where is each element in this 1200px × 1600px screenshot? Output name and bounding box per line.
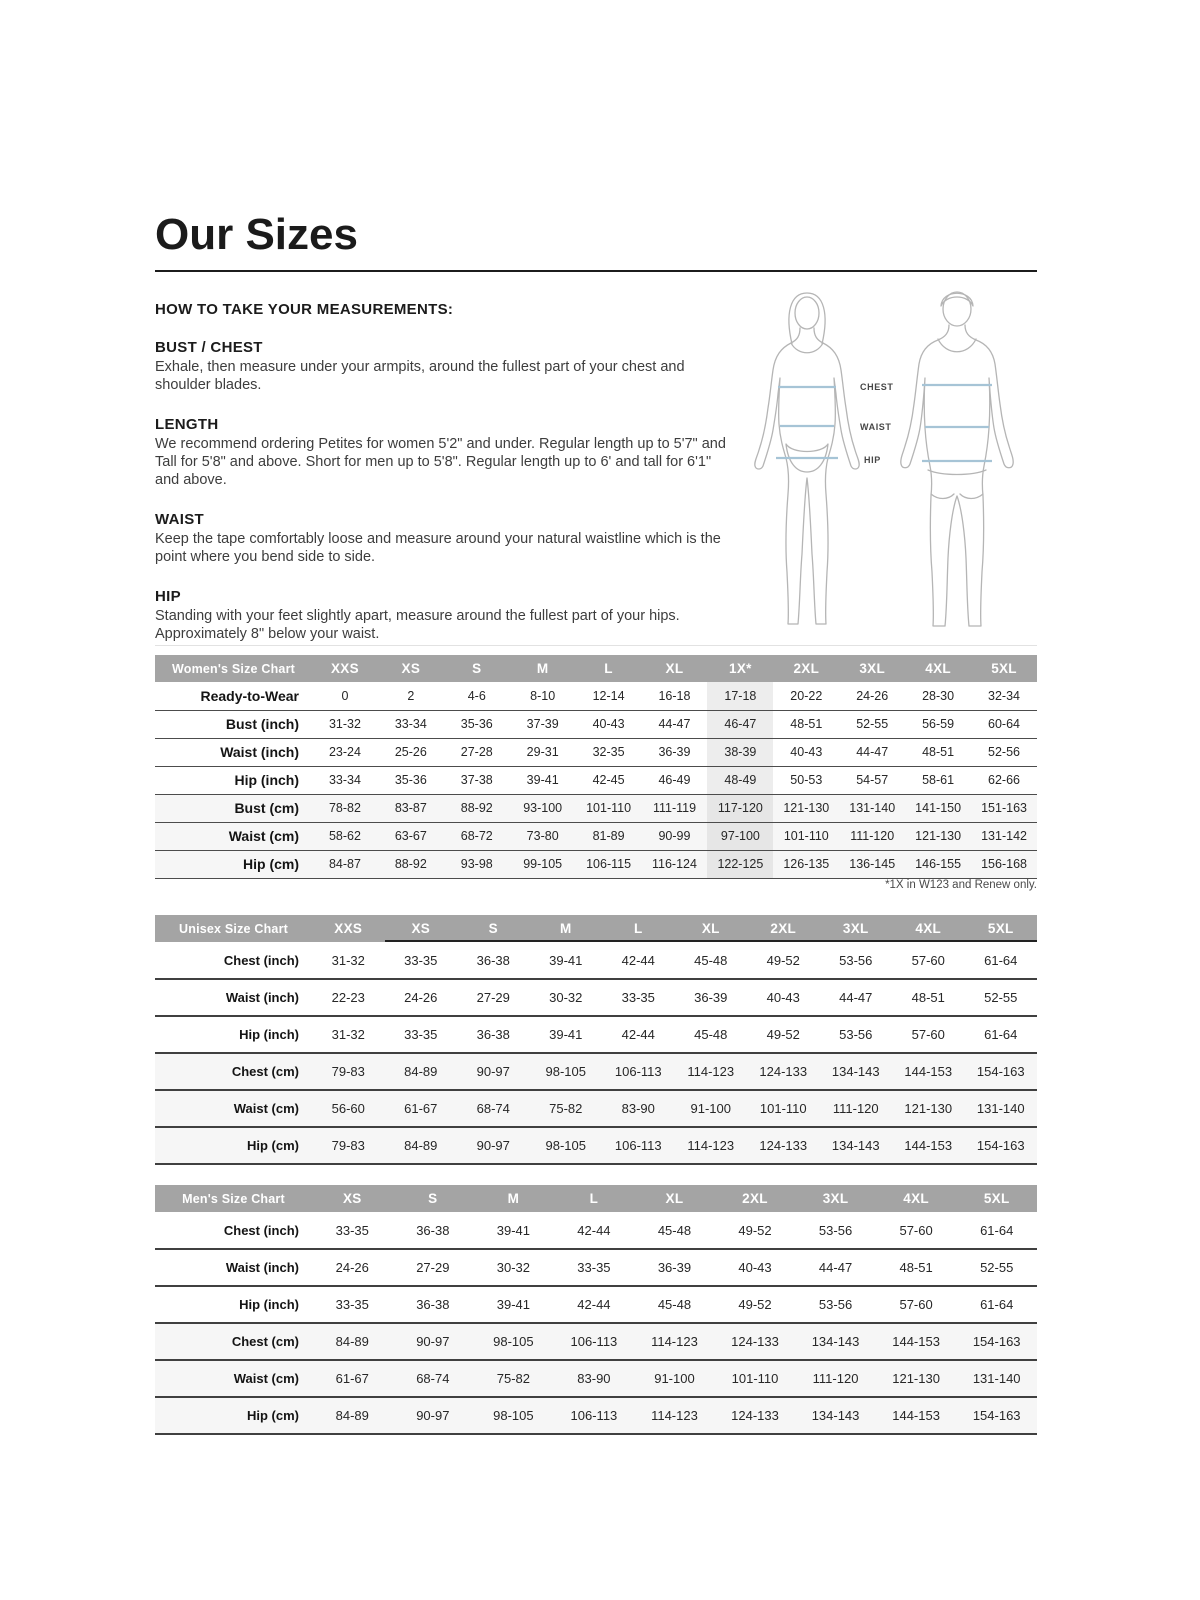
row-label: Ready-to-Wear [155, 682, 312, 710]
womens-chart-footnote: *1X in W123 and Renew only. [885, 879, 1037, 891]
table-row [155, 1397, 1037, 1434]
size-value-cell: 78-82 [312, 794, 378, 822]
mens-size-chart [155, 1185, 1037, 1435]
size-value-cell: 42-44 [602, 1016, 675, 1053]
size-value-cell: 90-97 [393, 1323, 474, 1360]
size-value-cell: 79-83 [312, 1127, 385, 1164]
size-column-header: M [473, 1185, 554, 1212]
mens-size-table [155, 1185, 1037, 1435]
size-column-header: XL [642, 655, 708, 682]
size-value-cell: 31-32 [312, 942, 385, 979]
table-row [155, 1212, 1037, 1249]
row-label: Waist (cm) [155, 1360, 312, 1397]
size-value-cell: 146-155 [905, 850, 971, 878]
size-value-cell: 134-143 [795, 1397, 876, 1434]
size-value-cell: 58-61 [905, 766, 971, 794]
table-row [155, 1249, 1037, 1286]
table-row [155, 1090, 1037, 1127]
table-row [155, 1360, 1037, 1397]
size-value-cell: 36-39 [675, 979, 748, 1016]
size-value-cell: 84-89 [312, 1397, 393, 1434]
size-column-header: XS [378, 655, 444, 682]
page-title: Our Sizes [155, 210, 358, 259]
size-value-cell: 28-30 [905, 682, 971, 710]
row-label: Bust (cm) [155, 794, 312, 822]
section-heading: BUST / CHEST [155, 339, 263, 356]
size-value-cell: 68-74 [457, 1090, 530, 1127]
size-column-header: M [510, 655, 576, 682]
size-value-cell: 97-100 [707, 822, 773, 850]
size-value-cell: 106-113 [554, 1397, 635, 1434]
size-value-cell: 61-64 [956, 1286, 1037, 1323]
size-column-header: L [554, 1185, 635, 1212]
size-value-cell: 154-163 [965, 1053, 1038, 1090]
size-value-cell: 121-130 [892, 1090, 965, 1127]
size-value-cell: 144-153 [876, 1397, 957, 1434]
size-value-cell: 154-163 [956, 1323, 1037, 1360]
size-value-cell: 27-29 [457, 979, 530, 1016]
size-value-cell: 90-99 [642, 822, 708, 850]
size-value-cell: 48-51 [892, 979, 965, 1016]
size-value-cell: 49-52 [747, 942, 820, 979]
size-value-cell: 53-56 [795, 1286, 876, 1323]
size-value-cell: 121-130 [876, 1360, 957, 1397]
size-value-cell: 48-51 [905, 738, 971, 766]
size-column-header: L [602, 915, 675, 942]
waist-label: WAIST [860, 422, 892, 432]
size-value-cell: 154-163 [965, 1127, 1038, 1164]
size-value-cell: 8-10 [510, 682, 576, 710]
size-value-cell: 91-100 [675, 1090, 748, 1127]
size-value-cell: 144-153 [892, 1127, 965, 1164]
size-value-cell: 121-130 [773, 794, 839, 822]
size-value-cell: 24-26 [839, 682, 905, 710]
size-value-cell: 44-47 [820, 979, 893, 1016]
size-value-cell: 93-100 [510, 794, 576, 822]
size-value-cell: 20-22 [773, 682, 839, 710]
section-length [155, 416, 735, 490]
womens-size-chart [155, 655, 1037, 879]
size-value-cell: 57-60 [876, 1286, 957, 1323]
section-waist [155, 511, 735, 567]
hip-label: HIP [864, 455, 881, 465]
size-value-cell: 23-24 [312, 738, 378, 766]
size-value-cell: 101-110 [773, 822, 839, 850]
size-value-cell: 4-6 [444, 682, 510, 710]
size-value-cell: 131-142 [971, 822, 1037, 850]
size-value-cell: 56-60 [312, 1090, 385, 1127]
table-row [155, 710, 1037, 738]
section-heading: HIP [155, 587, 181, 605]
size-value-cell: 111-119 [642, 794, 708, 822]
size-value-cell: 90-97 [393, 1397, 474, 1434]
size-value-cell: 36-38 [457, 1016, 530, 1053]
size-value-cell: 53-56 [820, 942, 893, 979]
row-label: Hip (inch) [155, 1016, 312, 1053]
size-value-cell: 0 [312, 682, 378, 710]
size-column-header: S [444, 655, 510, 682]
size-value-cell: 106-115 [576, 850, 642, 878]
size-column-header: 5XL [965, 915, 1038, 942]
size-value-cell: 44-47 [795, 1249, 876, 1286]
size-value-cell: 90-97 [457, 1127, 530, 1164]
size-value-cell: 33-35 [602, 979, 675, 1016]
table-row [155, 1053, 1037, 1090]
size-value-cell: 98-105 [473, 1323, 554, 1360]
size-column-header: 3XL [820, 915, 893, 942]
size-value-cell: 68-74 [393, 1360, 474, 1397]
size-value-cell: 52-55 [965, 979, 1038, 1016]
size-value-cell: 134-143 [795, 1323, 876, 1360]
section-body: We recommend ordering Petites for women 5'2" and under. Regular length up to 5'7" and Tall for 5'8" and above. Short for men up to 5'8". Regular length up to 6' and tall for 6'1" and above. [155, 435, 726, 488]
size-column-header: 5XL [956, 1185, 1037, 1212]
section-divider [155, 645, 1037, 646]
size-column-header: S [457, 915, 530, 942]
size-value-cell: 33-34 [312, 766, 378, 794]
title-divider [155, 270, 1037, 272]
size-value-cell: 40-43 [576, 710, 642, 738]
size-value-cell: 84-87 [312, 850, 378, 878]
header-row [155, 1185, 1037, 1212]
size-value-cell: 36-38 [457, 942, 530, 979]
size-value-cell: 61-64 [965, 1016, 1038, 1053]
size-value-cell: 124-133 [715, 1323, 796, 1360]
size-value-cell: 91-100 [634, 1360, 715, 1397]
size-value-cell: 58-62 [312, 822, 378, 850]
size-value-cell: 57-60 [892, 942, 965, 979]
size-column-header: 4XL [892, 915, 965, 942]
size-value-cell: 117-120 [707, 794, 773, 822]
size-value-cell: 49-52 [747, 1016, 820, 1053]
size-value-cell: 84-89 [312, 1323, 393, 1360]
size-value-cell: 106-113 [602, 1053, 675, 1090]
section-body: Keep the tape comfortably loose and measure around your natural waistline which is the point where you bend side to side. [155, 530, 721, 565]
table-title: Men's Size Chart [155, 1185, 312, 1212]
size-value-cell: 27-29 [393, 1249, 474, 1286]
size-value-cell: 62-66 [971, 766, 1037, 794]
table-row [155, 850, 1037, 878]
unisex-size-chart [155, 915, 1037, 1165]
size-value-cell: 98-105 [473, 1397, 554, 1434]
size-value-cell: 101-110 [576, 794, 642, 822]
size-value-cell: 60-64 [971, 710, 1037, 738]
size-value-cell: 45-48 [634, 1286, 715, 1323]
size-value-cell: 42-45 [576, 766, 642, 794]
size-value-cell: 45-48 [675, 1016, 748, 1053]
row-label: Hip (inch) [155, 766, 312, 794]
size-value-cell: 17-18 [707, 682, 773, 710]
size-value-cell: 98-105 [530, 1053, 603, 1090]
size-value-cell: 48-51 [876, 1249, 957, 1286]
size-value-cell: 57-60 [892, 1016, 965, 1053]
size-value-cell: 27-28 [444, 738, 510, 766]
size-value-cell: 134-143 [820, 1053, 893, 1090]
size-value-cell: 37-38 [444, 766, 510, 794]
size-value-cell: 126-135 [773, 850, 839, 878]
size-column-header: 3XL [795, 1185, 876, 1212]
table-row [155, 1323, 1037, 1360]
row-label: Waist (inch) [155, 738, 312, 766]
size-value-cell: 75-82 [530, 1090, 603, 1127]
size-value-cell: 136-145 [839, 850, 905, 878]
section-hip [155, 588, 735, 644]
body-figures-illustration [742, 280, 1042, 638]
size-value-cell: 131-140 [965, 1090, 1038, 1127]
size-value-cell: 99-105 [510, 850, 576, 878]
size-column-header: 1X* [707, 655, 773, 682]
size-value-cell: 106-113 [554, 1323, 635, 1360]
size-value-cell: 121-130 [905, 822, 971, 850]
size-value-cell: 2 [378, 682, 444, 710]
size-value-cell: 22-23 [312, 979, 385, 1016]
row-label: Waist (inch) [155, 1249, 312, 1286]
size-value-cell: 53-56 [795, 1212, 876, 1249]
size-value-cell: 84-89 [385, 1053, 458, 1090]
size-value-cell: 111-120 [839, 822, 905, 850]
size-value-cell: 52-55 [956, 1249, 1037, 1286]
size-value-cell: 83-90 [602, 1090, 675, 1127]
size-value-cell: 39-41 [530, 1016, 603, 1053]
size-value-cell: 32-35 [576, 738, 642, 766]
section-heading: WAIST [155, 510, 204, 528]
size-value-cell: 52-56 [971, 738, 1037, 766]
size-value-cell: 83-90 [554, 1360, 635, 1397]
row-label: Waist (inch) [155, 979, 312, 1016]
table-row [155, 1016, 1037, 1053]
table-row [155, 822, 1037, 850]
size-column-header: XL [634, 1185, 715, 1212]
table-row [155, 794, 1037, 822]
size-value-cell: 98-105 [530, 1127, 603, 1164]
row-label: Chest (inch) [155, 942, 312, 979]
measurement-instructions [155, 301, 735, 644]
section-body: Exhale, then measure under your armpits, around the fullest part of your chest and shoulder blades. [155, 359, 685, 393]
size-value-cell: 12-14 [576, 682, 642, 710]
size-value-cell: 88-92 [378, 850, 444, 878]
size-value-cell: 39-41 [473, 1212, 554, 1249]
size-value-cell: 63-67 [378, 822, 444, 850]
size-column-header: M [530, 915, 603, 942]
size-value-cell: 36-39 [642, 738, 708, 766]
size-column-header: XS [312, 1185, 393, 1212]
size-value-cell: 44-47 [839, 738, 905, 766]
size-value-cell: 88-92 [444, 794, 510, 822]
row-label: Waist (cm) [155, 1090, 312, 1127]
size-value-cell: 33-35 [385, 1016, 458, 1053]
size-value-cell: 61-67 [312, 1360, 393, 1397]
table-row [155, 766, 1037, 794]
size-value-cell: 49-52 [715, 1286, 796, 1323]
size-value-cell: 56-59 [905, 710, 971, 738]
row-label: Hip (cm) [155, 1127, 312, 1164]
size-value-cell: 37-39 [510, 710, 576, 738]
size-value-cell: 156-168 [971, 850, 1037, 878]
chest-label: CHEST [860, 382, 894, 392]
row-label: Chest (inch) [155, 1212, 312, 1249]
size-column-header: XXS [312, 915, 385, 942]
size-value-cell: 33-35 [312, 1212, 393, 1249]
size-value-cell: 16-18 [642, 682, 708, 710]
table-title: Unisex Size Chart [155, 915, 312, 942]
unisex-size-table [155, 915, 1037, 1165]
male-figure-outline [901, 292, 1013, 626]
size-value-cell: 35-36 [444, 710, 510, 738]
size-column-header: 4XL [876, 1185, 957, 1212]
size-value-cell: 54-57 [839, 766, 905, 794]
size-value-cell: 81-89 [576, 822, 642, 850]
size-value-cell: 46-47 [707, 710, 773, 738]
row-label: Hip (cm) [155, 850, 312, 878]
instructions-heading: HOW TO TAKE YOUR MEASUREMENTS: [155, 301, 454, 318]
womens-size-table [155, 655, 1037, 879]
row-label: Waist (cm) [155, 822, 312, 850]
size-value-cell: 35-36 [378, 766, 444, 794]
size-value-cell: 122-125 [707, 850, 773, 878]
size-value-cell: 90-97 [457, 1053, 530, 1090]
size-value-cell: 30-32 [530, 979, 603, 1016]
size-value-cell: 42-44 [602, 942, 675, 979]
size-value-cell: 40-43 [715, 1249, 796, 1286]
size-value-cell: 33-35 [312, 1286, 393, 1323]
size-value-cell: 49-52 [715, 1212, 796, 1249]
size-value-cell: 46-49 [642, 766, 708, 794]
row-label: Hip (cm) [155, 1397, 312, 1434]
size-value-cell: 36-38 [393, 1286, 474, 1323]
size-value-cell: 134-143 [820, 1127, 893, 1164]
size-value-cell: 33-35 [554, 1249, 635, 1286]
size-value-cell: 124-133 [747, 1127, 820, 1164]
size-value-cell: 79-83 [312, 1053, 385, 1090]
size-value-cell: 33-35 [385, 942, 458, 979]
table-row [155, 1286, 1037, 1323]
size-value-cell: 93-98 [444, 850, 510, 878]
size-value-cell: 52-55 [839, 710, 905, 738]
size-value-cell: 144-153 [876, 1323, 957, 1360]
size-value-cell: 24-26 [385, 979, 458, 1016]
size-value-cell: 124-133 [715, 1397, 796, 1434]
size-value-cell: 114-123 [675, 1053, 748, 1090]
header-row [155, 915, 1037, 942]
size-value-cell: 36-39 [634, 1249, 715, 1286]
row-label: Bust (inch) [155, 710, 312, 738]
size-value-cell: 48-51 [773, 710, 839, 738]
size-value-cell: 57-60 [876, 1212, 957, 1249]
size-value-cell: 151-163 [971, 794, 1037, 822]
size-value-cell: 29-31 [510, 738, 576, 766]
size-value-cell: 45-48 [675, 942, 748, 979]
size-value-cell: 42-44 [554, 1286, 635, 1323]
measurement-figures [742, 280, 1042, 638]
section-heading: LENGTH [155, 415, 219, 433]
size-value-cell: 154-163 [956, 1397, 1037, 1434]
size-value-cell: 106-113 [602, 1127, 675, 1164]
size-value-cell: 131-140 [839, 794, 905, 822]
size-value-cell: 25-26 [378, 738, 444, 766]
table-row [155, 738, 1037, 766]
size-value-cell: 61-64 [965, 942, 1038, 979]
size-value-cell: 144-153 [892, 1053, 965, 1090]
size-value-cell: 101-110 [715, 1360, 796, 1397]
size-value-cell: 114-123 [634, 1397, 715, 1434]
size-value-cell: 42-44 [554, 1212, 635, 1249]
section-body: Standing with your feet slightly apart, measure around the fullest part of your hips. Approximately 8" below your waist. [155, 607, 680, 642]
size-value-cell: 36-38 [393, 1212, 474, 1249]
size-value-cell: 75-82 [473, 1360, 554, 1397]
size-value-cell: 116-124 [642, 850, 708, 878]
size-value-cell: 111-120 [820, 1090, 893, 1127]
size-value-cell: 84-89 [385, 1127, 458, 1164]
size-value-cell: 40-43 [773, 738, 839, 766]
size-value-cell: 40-43 [747, 979, 820, 1016]
size-value-cell: 61-67 [385, 1090, 458, 1127]
size-value-cell: 48-49 [707, 766, 773, 794]
table-row [155, 979, 1037, 1016]
size-value-cell: 131-140 [956, 1360, 1037, 1397]
size-value-cell: 31-32 [312, 710, 378, 738]
size-value-cell: 61-64 [956, 1212, 1037, 1249]
size-column-header: 2XL [715, 1185, 796, 1212]
size-value-cell: 68-72 [444, 822, 510, 850]
size-value-cell: 39-41 [530, 942, 603, 979]
size-column-header: L [576, 655, 642, 682]
size-value-cell: 24-26 [312, 1249, 393, 1286]
size-column-header: S [393, 1185, 474, 1212]
row-label: Chest (cm) [155, 1053, 312, 1090]
size-value-cell: 38-39 [707, 738, 773, 766]
size-value-cell: 73-80 [510, 822, 576, 850]
size-value-cell: 45-48 [634, 1212, 715, 1249]
size-column-header: XL [675, 915, 748, 942]
header-row [155, 655, 1037, 682]
size-value-cell: 31-32 [312, 1016, 385, 1053]
row-label: Hip (inch) [155, 1286, 312, 1323]
size-column-header: 5XL [971, 655, 1037, 682]
size-value-cell: 30-32 [473, 1249, 554, 1286]
size-value-cell: 53-56 [820, 1016, 893, 1053]
size-value-cell: 124-133 [747, 1053, 820, 1090]
size-value-cell: 83-87 [378, 794, 444, 822]
table-row [155, 682, 1037, 710]
size-value-cell: 50-53 [773, 766, 839, 794]
size-value-cell: 111-120 [795, 1360, 876, 1397]
size-column-header: 2XL [773, 655, 839, 682]
size-column-header: XXS [312, 655, 378, 682]
size-value-cell: 39-41 [473, 1286, 554, 1323]
size-value-cell: 33-34 [378, 710, 444, 738]
table-title: Women's Size Chart [155, 655, 312, 682]
row-label: Chest (cm) [155, 1323, 312, 1360]
size-value-cell: 114-123 [634, 1323, 715, 1360]
size-value-cell: 101-110 [747, 1090, 820, 1127]
size-column-header: 2XL [747, 915, 820, 942]
size-column-header: XS [385, 915, 458, 942]
size-column-header: 4XL [905, 655, 971, 682]
size-value-cell: 141-150 [905, 794, 971, 822]
size-value-cell: 44-47 [642, 710, 708, 738]
table-row [155, 942, 1037, 979]
section-bust-chest [155, 339, 735, 395]
size-value-cell: 114-123 [675, 1127, 748, 1164]
size-column-header: 3XL [839, 655, 905, 682]
table-row [155, 1127, 1037, 1164]
size-value-cell: 39-41 [510, 766, 576, 794]
size-value-cell: 32-34 [971, 682, 1037, 710]
